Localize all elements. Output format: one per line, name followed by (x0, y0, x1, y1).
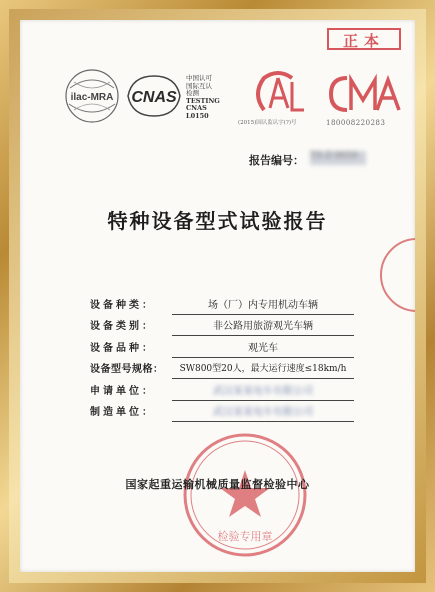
cal-letters: CAL (276, 117, 280, 118)
side-seal-partial (380, 238, 415, 312)
report-number-label: 报告编号： (249, 154, 304, 167)
cal-logo (248, 70, 308, 118)
cnas-line: 中国认可 (186, 74, 212, 82)
field-value-redacted: 武汉某某电车有限公司 (213, 385, 313, 397)
field-value: 非公路用旅游观光车辆 (172, 314, 354, 336)
field-value: 场（厂）内专用机动车辆 (172, 293, 354, 314)
field-label: 申请单位： (90, 385, 155, 397)
cnas-accreditation-text (186, 75, 231, 120)
issuing-authority: 国家起重运输机械质量监督检验中心 (125, 478, 310, 491)
table-row (90, 357, 354, 379)
original-copy-stamp: 正本 (327, 28, 401, 50)
cnas-logo (124, 70, 184, 122)
field-label: 制造单位： (90, 407, 155, 419)
cnas-line: TESTING (186, 96, 220, 105)
cnas-line: 国际互认 (186, 81, 212, 90)
seal-text: 检验专用章 (217, 530, 273, 543)
cma-logo (325, 72, 403, 116)
table-row (90, 336, 354, 358)
equipment-info-table (90, 293, 354, 422)
table-row (90, 379, 354, 401)
cal-caption: (2015)国认监认字(?)号 (238, 120, 297, 126)
cnas-line: CNAS L0150 (186, 104, 209, 120)
field-label: 设备品种： (90, 342, 155, 354)
cma-number: 180008220283 (326, 119, 386, 127)
document-title: 特种设备型式试验报告 (107, 209, 328, 233)
table-row (90, 314, 354, 336)
cma-letters: CMA (362, 115, 366, 116)
field-label: 设备型号规格： (90, 364, 164, 376)
table-row (90, 293, 354, 314)
official-seal (180, 430, 310, 560)
ilac-mra-logo (64, 68, 120, 124)
certificate-paper (20, 20, 415, 572)
field-label: 设备种类： (90, 300, 155, 311)
report-number-value: TS-Z-0650 (310, 151, 366, 165)
field-value-redacted: 武汉某某电车有限公司 (213, 407, 313, 419)
field-label: 设备类别： (90, 321, 155, 333)
field-value: SW800型20人，最大运行速度≤18km/h (172, 357, 354, 379)
field-value: 观光车 (172, 336, 354, 358)
table-row (90, 400, 354, 422)
ilac-logo-text: ilac-MRA (70, 92, 114, 103)
cnas-line: 检测 (186, 89, 199, 97)
cnas-logo-text: CNAS (131, 89, 177, 106)
